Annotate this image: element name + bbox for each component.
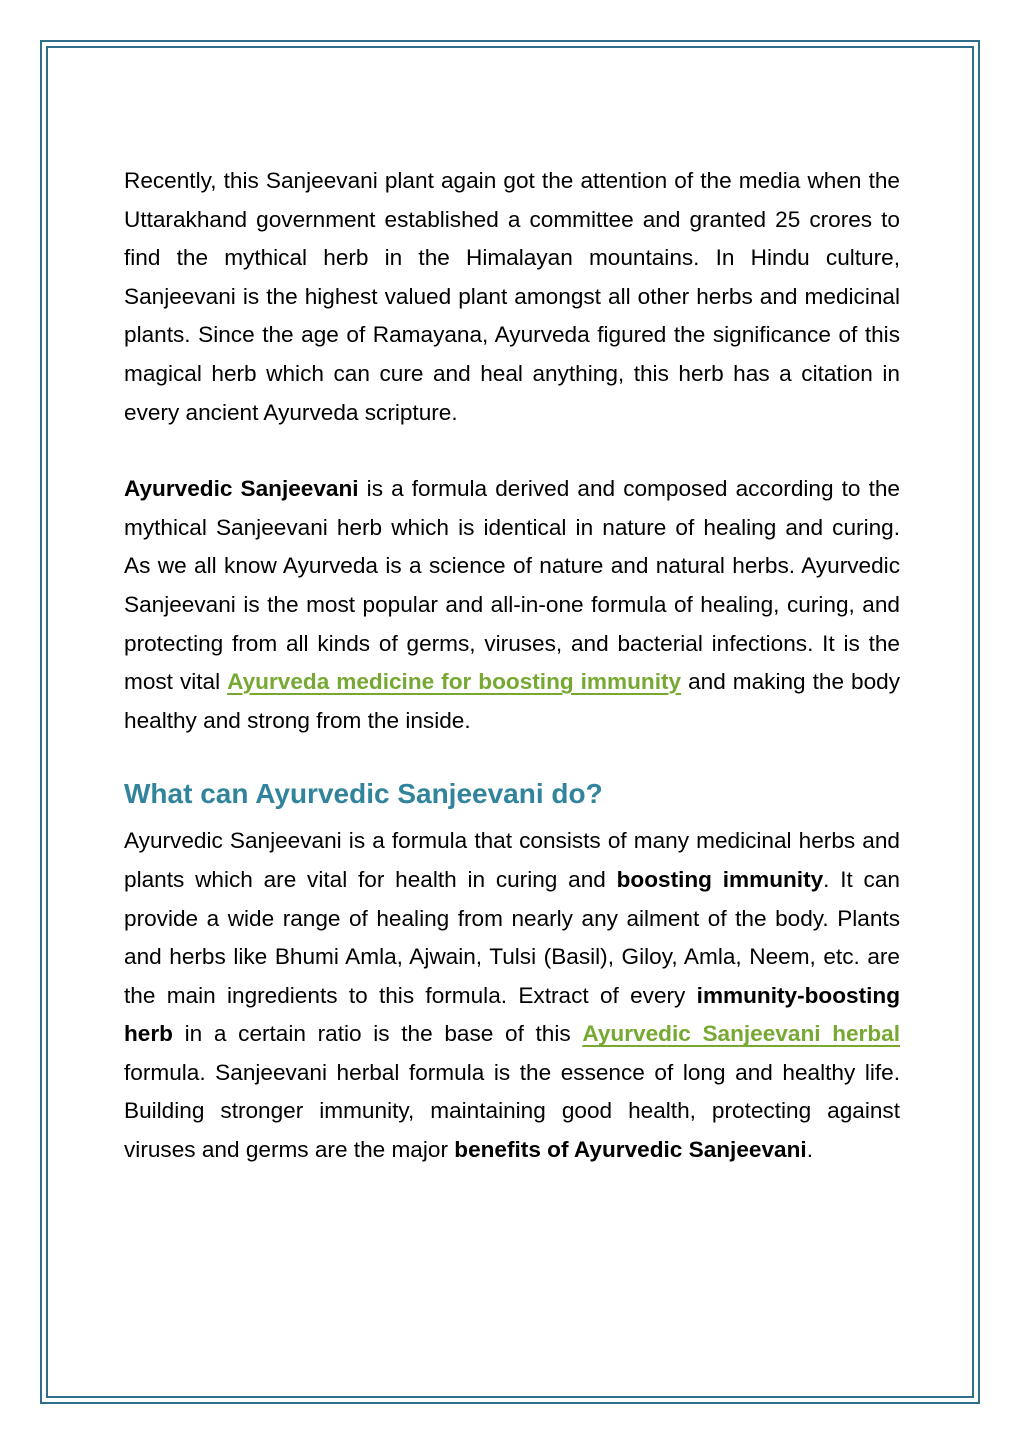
paragraph-text: is a formula derived and composed according to the mythical Sanjeevani herb which is identical in nature of healing and curing. As we all know Ayurveda is a science of nature and natural herbs. Ayurvedic Sanjeevani is the most popular and all-in-one formula of healing, curing, and protecting from all kinds of germs, viruses, and bacterial infections. It is the most vital bbox=[124, 476, 900, 695]
link-ayurvedic-sanjeevani-herbal[interactable]: Ayurvedic Sanjeevani herbal bbox=[582, 1021, 900, 1047]
bold-term-benefits: benefits of Ayurvedic Sanjeevani bbox=[454, 1137, 807, 1163]
paragraph-text: formula. Sanjeevani herbal formula is the essence of long and healthy life. Building stronger immunity, maintaining good health, protecting against viruses and germs are the major bbox=[124, 1059, 900, 1163]
document-body bbox=[124, 162, 900, 1170]
paragraph-text: . bbox=[806, 1137, 813, 1163]
bold-term-immunity-boosting-herb: immunity-boosting herb bbox=[124, 982, 900, 1047]
paragraph-text: . It can provide a wide range of healing from nearly any ailment of the body. Plants and herbs like Bhumi Amla, Ajwain, Tulsi (Basil), Giloy, Amla, Neem, etc. are the main ingredients to this formula. Extract of every bbox=[124, 866, 900, 1008]
intro-paragraph: Recently, this Sanjeevani plant again got the attention of the media when the Uttarakhand government established a committee and granted 25 crores to find the mythical herb in the Himalayan mountains. In Hindu culture, Sanjeevani is the highest valued plant amongst all other herbs and medicinal plants. Since the age of Ramayana, Ayurveda figured the significance of this magical herb which can cure and heal anything, this herb has a citation in every ancient Ayurveda scripture. bbox=[124, 168, 900, 425]
paragraph-text: in a certain ratio is the base of this bbox=[172, 1021, 583, 1047]
paragraph-text: Ayurvedic Sanjeevani is a formula that consists of many medicinal herbs and plants which are vital for health in curing and bbox=[124, 828, 900, 892]
bold-term-boosting-immunity: boosting immunity bbox=[616, 866, 824, 892]
bold-term-ayurvedic-sanjeevani: Ayurvedic Sanjeevani bbox=[124, 476, 359, 502]
section-heading: What can Ayurvedic Sanjeevani do? bbox=[124, 778, 603, 810]
paragraph-text: and making the body healthy and strong from the inside. bbox=[124, 669, 900, 733]
sanjeevani-formula-paragraph bbox=[124, 470, 900, 740]
benefits-paragraph bbox=[124, 822, 900, 1169]
link-ayurveda-medicine-immunity[interactable]: Ayurveda medicine for boosting immunity bbox=[227, 669, 682, 695]
